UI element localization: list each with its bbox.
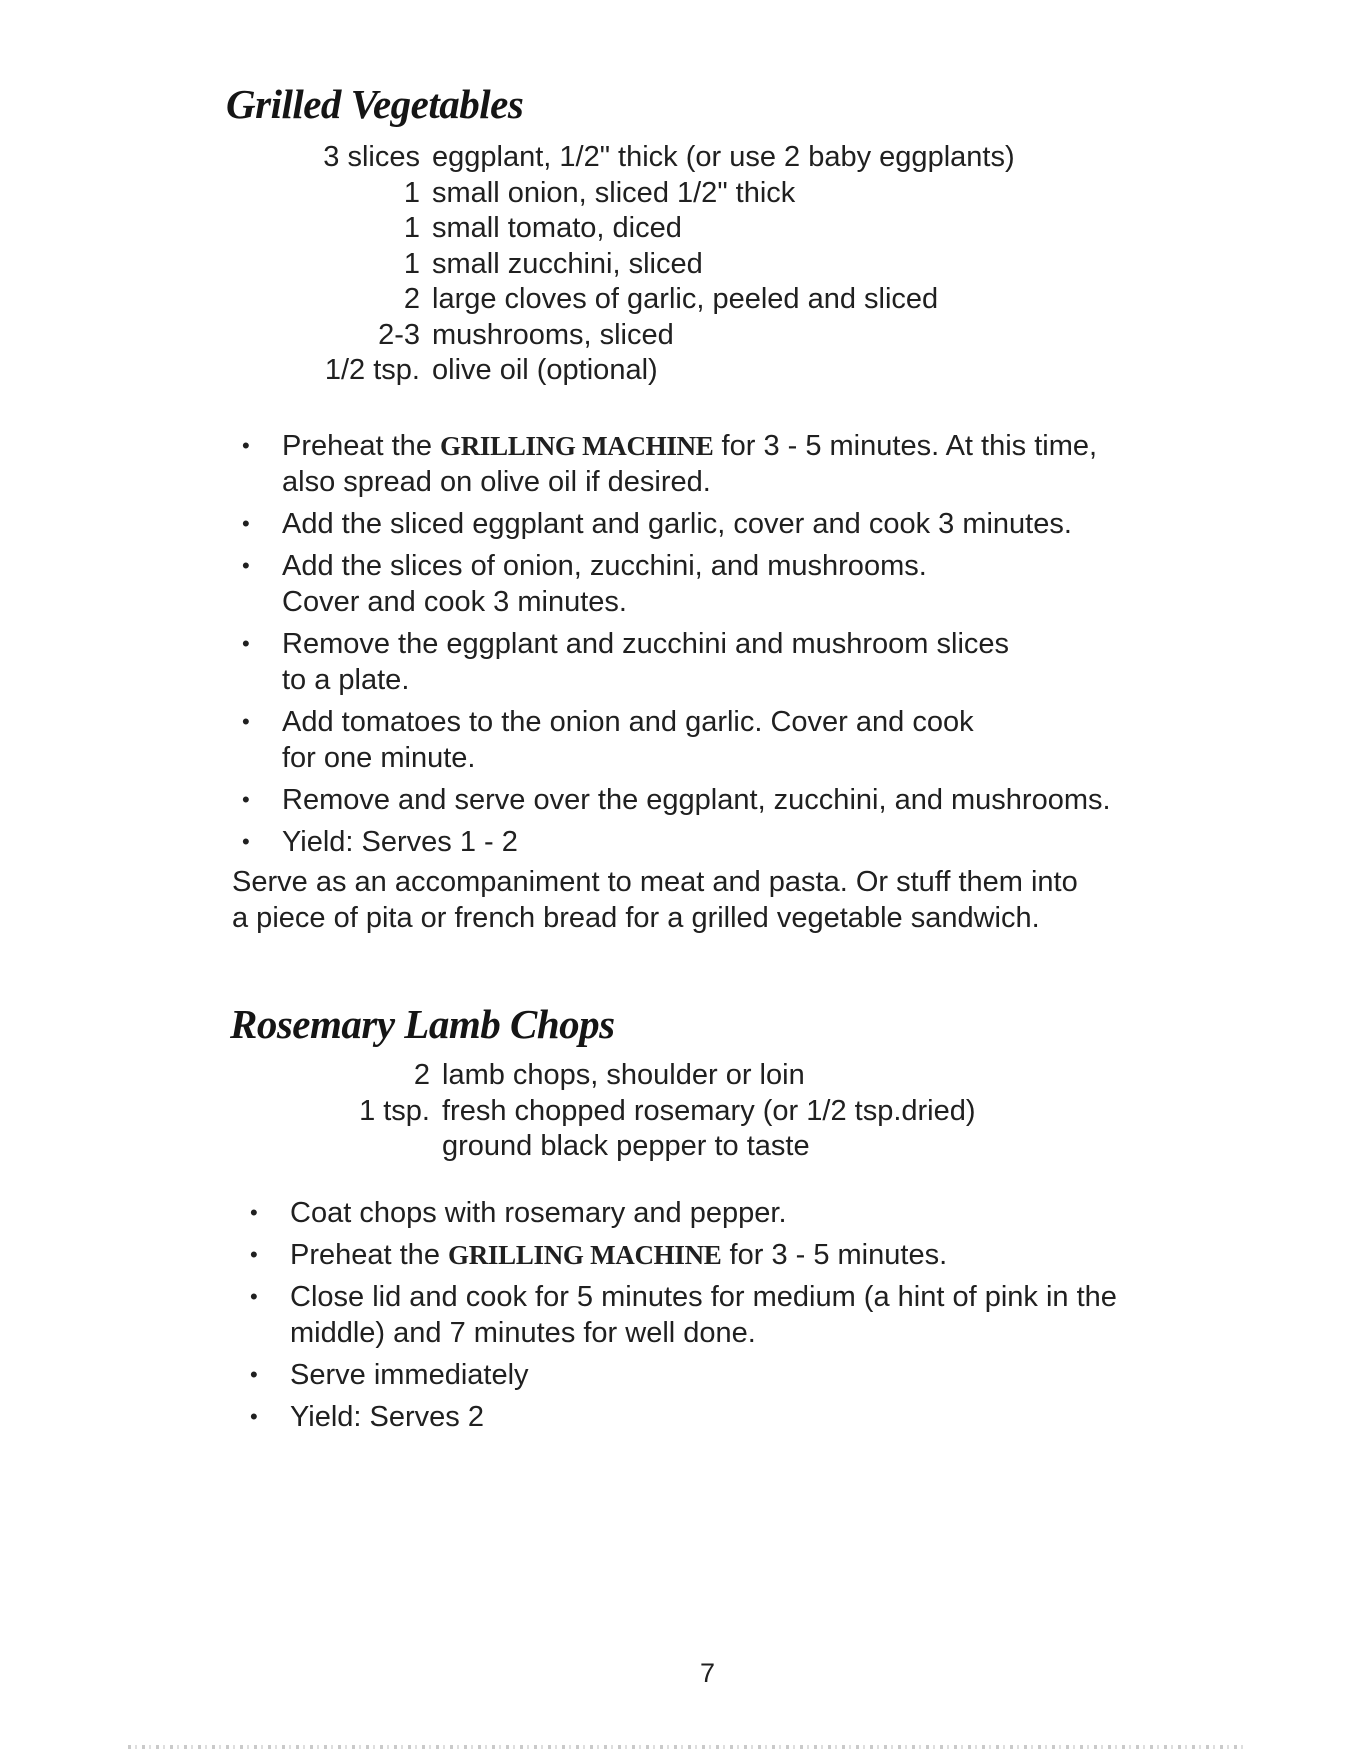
scan-edge-noise	[128, 1745, 1248, 1749]
ingredient-row	[270, 140, 1015, 176]
bullet-icon: •	[250, 1200, 258, 1225]
step-text: Preheat the	[290, 1239, 448, 1271]
instruction-list	[242, 428, 1111, 866]
bullet-icon: •	[250, 1404, 258, 1429]
ingredient-row	[270, 282, 1015, 318]
instruction-step	[242, 428, 1111, 500]
ingredient-list	[270, 140, 1015, 389]
ingredient-qty: 1	[403, 212, 420, 244]
instruction-step	[242, 506, 1111, 542]
brand-name: GRILLING MACHINE	[448, 1240, 722, 1270]
recipe-title-grilled-vegetables: Grilled Vegetables	[226, 81, 524, 127]
bullet-icon: •	[242, 511, 250, 536]
ingredient-row	[270, 176, 1015, 212]
bullet-icon: •	[250, 1362, 258, 1387]
ingredient-item: olive oil (optional)	[432, 354, 658, 386]
step-text-continued: for one minute.	[282, 742, 476, 774]
instruction-step	[242, 626, 1111, 698]
ingredient-qty: 1 tsp.	[359, 1094, 430, 1127]
step-text: Preheat the	[282, 430, 440, 462]
serving-note-line: a piece of pita or french bread for a grilled vegetable sandwich.	[232, 902, 1040, 934]
bullet-icon: •	[242, 709, 250, 734]
step-text: Remove the eggplant and zucchini and mushroom slices	[282, 628, 1010, 660]
brand-name: GRILLING MACHINE	[440, 431, 714, 461]
bullet-icon: •	[242, 553, 250, 578]
bullet-icon: •	[250, 1284, 258, 1309]
instruction-step	[250, 1237, 1117, 1273]
step-text: Add the slices of onion, zucchini, and mushrooms.	[282, 550, 927, 582]
instruction-step	[250, 1357, 1117, 1393]
ingredient-qty: 2-3	[378, 318, 420, 351]
step-text-continued: to a plate.	[282, 664, 410, 696]
instruction-step	[242, 548, 1111, 620]
ingredient-row	[280, 1129, 976, 1165]
page-number: 7	[700, 1658, 716, 1688]
step-text: Yield: Serves 2	[290, 1401, 484, 1433]
ingredient-row	[280, 1094, 976, 1130]
ingredient-row	[270, 318, 1015, 354]
step-text: Close lid and cook for 5 minutes for medium (a hint of pink in the	[290, 1281, 1117, 1313]
step-text: Remove and serve over the eggplant, zucchini, and mushrooms.	[282, 784, 1111, 816]
serving-note-line: Serve as an accompaniment to meat and pasta. Or stuff them into	[232, 866, 1078, 898]
step-text: Add tomatoes to the onion and garlic. Cover and cook	[282, 706, 974, 738]
ingredient-qty: 2	[403, 283, 420, 315]
ingredient-item: small onion, sliced 1/2" thick	[432, 176, 796, 209]
bullet-icon: •	[242, 829, 250, 854]
bullet-icon: •	[242, 787, 250, 812]
ingredient-item: ground black pepper to taste	[442, 1130, 810, 1162]
ingredient-row	[280, 1058, 976, 1094]
ingredient-item: fresh chopped rosemary (or 1/2 tsp.dried)	[442, 1094, 976, 1127]
ingredient-qty: 1	[403, 176, 420, 209]
ingredient-list	[280, 1058, 976, 1165]
bullet-icon: •	[242, 631, 250, 656]
ingredient-item: small zucchini, sliced	[432, 247, 703, 280]
step-text: Add the sliced eggplant and garlic, cover and cook 3 minutes.	[282, 508, 1072, 540]
step-text-continued: middle) and 7 minutes for well done.	[290, 1317, 756, 1349]
instruction-step	[242, 704, 1111, 776]
step-text-continued: also spread on olive oil if desired.	[282, 466, 711, 498]
step-text: Serve immediately	[290, 1359, 529, 1391]
step-text-continued: Cover and cook 3 minutes.	[282, 586, 627, 618]
step-text: for 3 - 5 minutes.	[721, 1239, 948, 1271]
ingredient-qty: 2	[413, 1059, 430, 1091]
ingredient-qty	[280, 1129, 442, 1165]
instruction-step	[250, 1279, 1117, 1351]
serving-note	[232, 864, 1078, 936]
step-text: Yield: Serves 1 - 2	[282, 826, 518, 858]
bullet-icon: •	[242, 433, 250, 458]
instruction-step	[242, 782, 1111, 818]
ingredient-item: lamb chops, shoulder or loin	[442, 1059, 805, 1091]
ingredient-qty: 1/2 tsp.	[324, 354, 420, 386]
step-text: Coat chops with rosemary and pepper.	[290, 1197, 787, 1229]
instruction-list	[250, 1195, 1117, 1441]
ingredient-row	[270, 211, 1015, 247]
bullet-icon: •	[250, 1242, 258, 1267]
instruction-step	[242, 824, 1111, 860]
ingredient-item: mushrooms, sliced	[432, 318, 674, 351]
instruction-step	[250, 1399, 1117, 1435]
ingredient-item: small tomato, diced	[432, 212, 682, 244]
step-text: for 3 - 5 minutes. At this time,	[713, 430, 1098, 462]
ingredient-qty: 1	[403, 247, 420, 280]
ingredient-item: large cloves of garlic, peeled and sliced	[432, 283, 939, 315]
instruction-step	[250, 1195, 1117, 1231]
ingredient-qty: 3 slices	[323, 141, 420, 173]
ingredient-item: eggplant, 1/2" thick (or use 2 baby eggplants)	[432, 141, 1015, 173]
ingredient-row	[270, 247, 1015, 283]
ingredient-row	[270, 353, 1015, 389]
recipe-title-rosemary-lamb-chops: Rosemary Lamb Chops	[230, 1001, 615, 1047]
